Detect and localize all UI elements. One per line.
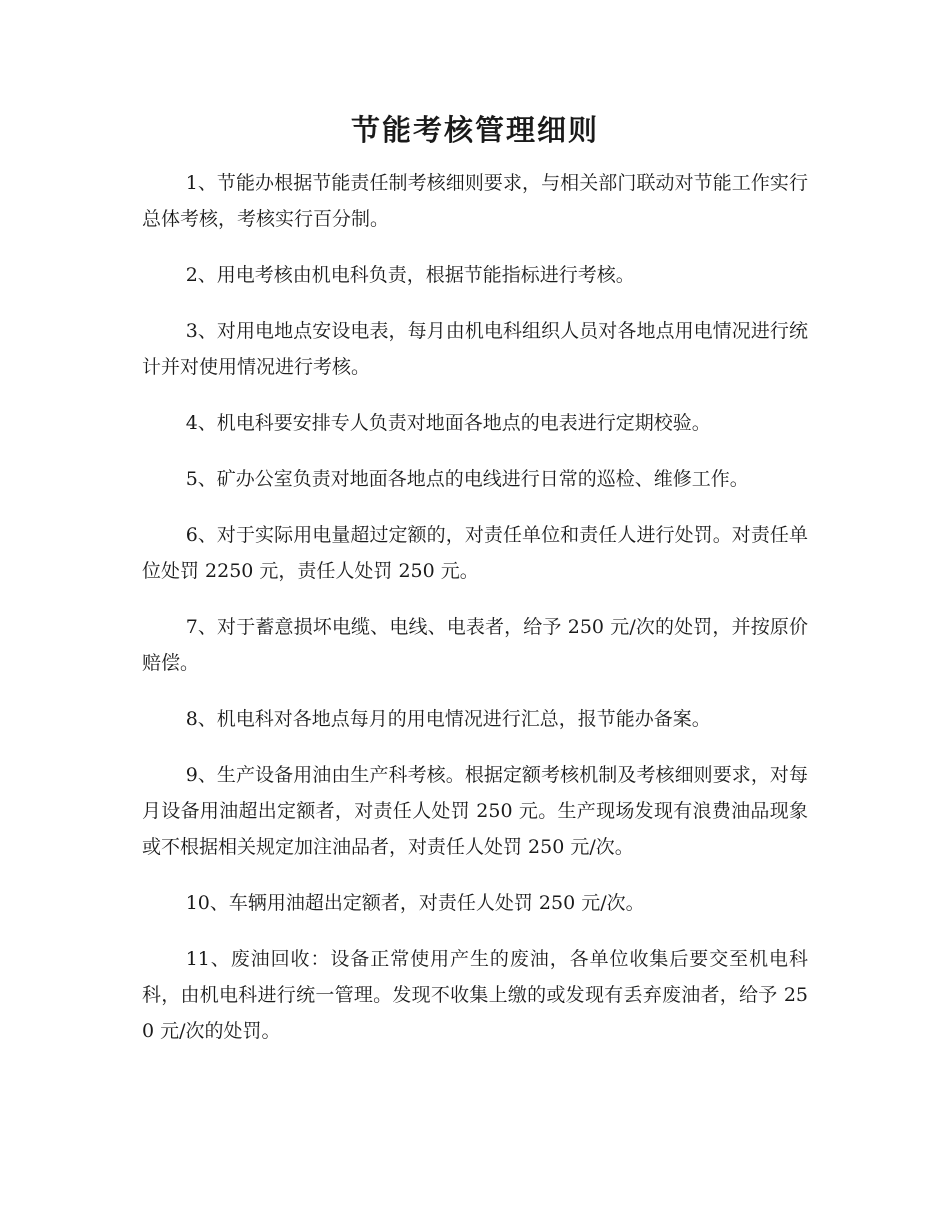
paragraph-10: 10、车辆用油超出定额者，对责任人处罚 250 元/次。 bbox=[185, 892, 645, 914]
paragraph-4: 4、机电科要安排专人负责对地面各地点的电表进行定期校验。 bbox=[185, 412, 711, 434]
document-title: 节能考核管理细则 bbox=[350, 113, 599, 147]
paragraph-9: 9、生产设备用油由生产科考核。根据定额考核机制及考核细则要求，对每月设备用油超出定额者，对责任人处罚 250 元。生产现场发现有浪费油品现象或不根据相关规定加注油品者，对责任人处罚 250 元/次。 bbox=[142, 764, 808, 858]
paragraph-5: 5、矿办公室负责对地面各地点的电线进行日常的巡检、维修工作。 bbox=[185, 468, 749, 490]
paragraph-6: 6、对于实际用电量超过定额的，对责任单位和责任人进行处罚。对责任单位处罚 2250 元，责任人处罚 250 元。 bbox=[142, 524, 808, 582]
paragraph-2: 2、用电考核由机电科负责，根据节能指标进行考核。 bbox=[185, 264, 635, 286]
paragraph-1: 1、节能办根据节能责任制考核细则要求，与相关部门联动对节能工作实行总体考核，考核实行百分制。 bbox=[142, 172, 808, 230]
paragraph-7: 7、对于蓄意损坏电缆、电线、电表者，给予 250 元/次的处罚，并按原价赔偿。 bbox=[142, 616, 808, 674]
document-body bbox=[142, 165, 808, 1069]
paragraph-8: 8、机电科对各地点每月的用电情况进行汇总，报节能办备案。 bbox=[185, 708, 711, 730]
paragraph-11: 11、废油回收：设备正常使用产生的废油，各单位收集后要交至机电科科，由机电科进行统一管理。发现不收集上缴的或发现有丢弃废油者，给予 250 元/次的处罚。 bbox=[142, 948, 808, 1042]
paragraph-3: 3、对用电地点安设电表，每月由机电科组织人员对各地点用电情况进行统计并对使用情况进行考核。 bbox=[142, 320, 808, 378]
